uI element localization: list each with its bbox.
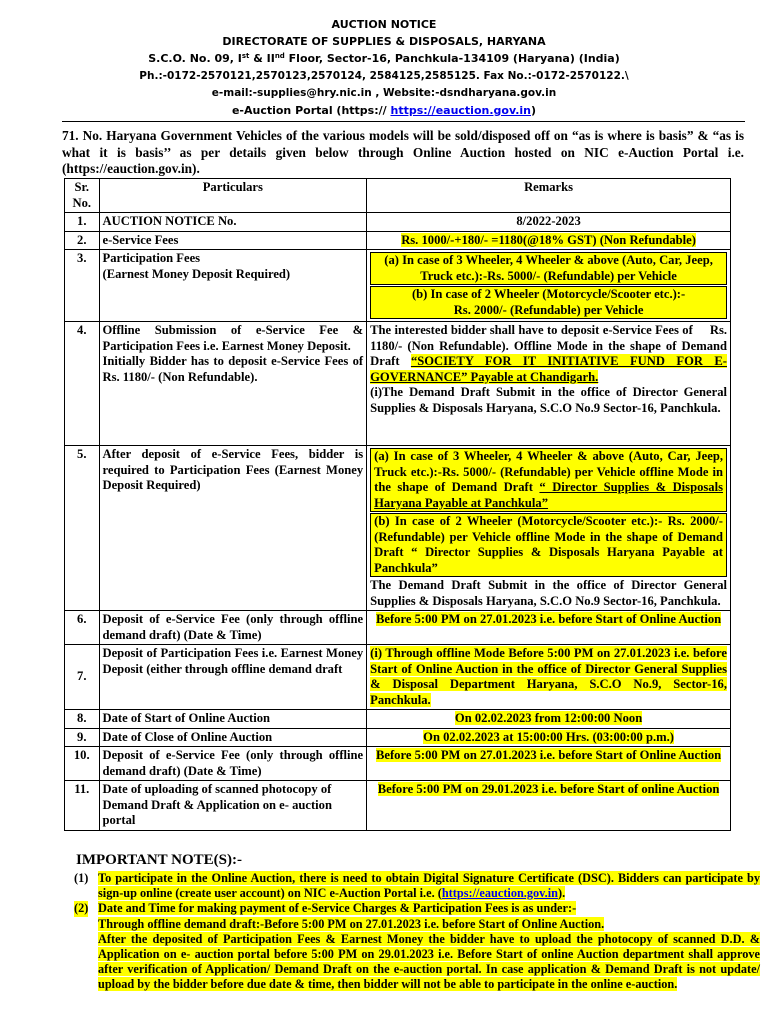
remarks-box-a: (a) In case of 3 Wheeler, 4 Wheeler & above (Auto, Car, Jeep, Truck etc.):-Rs. 5000/- (Refundable) per Vehicle <box>370 252 727 285</box>
row-remarks <box>367 250 731 322</box>
table-row <box>65 645 731 710</box>
important-notes <box>66 852 760 993</box>
remarks-box-a: (a) In case of 3 Wheeler, 4 Wheeler & above (Auto, Car, Jeep, Truck etc.):-Rs. 5000/- (Refundable) per Vehicle offline Mode in the shape of Demand Draft “ Director Supplies & Disposals Haryana Payable at Panchkula” <box>370 448 727 512</box>
email-website-line: e-mail:-supplies@hry.nic.in , Website:-dsndharyana.gov.in <box>211 86 557 99</box>
row-particulars <box>99 322 367 446</box>
row-remarks <box>367 322 731 446</box>
particulars-line: (Earnest Money Deposit Required) <box>102 266 291 281</box>
note-number: (2) <box>74 901 89 916</box>
header-sr-no: Sr. No. <box>65 179 100 213</box>
office-address: S.C.O. No. 09, Ist & IInd Floor, Sector-16, Panchkula-134109 (Haryana) (India) <box>148 52 620 66</box>
row-remarks: Before 5:00 PM on 29.01.2023 i.e. before Start of online Auction <box>367 781 731 831</box>
row-remarks <box>367 446 731 611</box>
row-sr: 3. <box>65 250 100 322</box>
directorate-name: DIRECTORATE OF SUPPLIES & DISPOSALS, HARYANA <box>222 35 546 49</box>
row-sr: 10. <box>65 747 100 781</box>
row-particulars: Date of uploading of scanned photocopy of Demand Draft & Application on e- auction portal <box>99 781 367 831</box>
row-particulars: Deposit of e-Service Fee (only through offline demand draft) (Date & Time) <box>99 611 367 645</box>
row-sr: 4. <box>65 322 100 446</box>
table-header-row <box>65 179 731 213</box>
auction-details-table <box>64 178 731 831</box>
note-number: (1) <box>74 871 89 885</box>
note-item <box>66 871 760 901</box>
header-divider <box>62 121 745 122</box>
portal-link[interactable]: https://eauction.gov.in <box>390 104 532 118</box>
row-particulars: e-Service Fees <box>99 231 367 250</box>
portal-line: e-Auction Portal (https:// https://eauction.gov.in) <box>231 104 537 118</box>
remarks-paragraph: (i)The Demand Draft Submit in the office of Director General Supplies & Disposals Haryana, S.C.O No.9 Sector-16, Panchkula. <box>370 385 727 415</box>
table-row <box>65 250 731 322</box>
note-text: To participate in the Online Auction, there is need to obtain Digital Signature Certificate (DSC). Bidders can participate by sign-up online (create user account) on NIC e-Auction Portal i.e. (https://eauction.gov.in). <box>98 871 760 901</box>
row-remarks: (i) Through offline Mode Before 5:00 PM on 27.01.2023 i.e. before Start of Online Auction in the office of Director General Supplies & Disposal Department Haryana, S.C.O No.9, Sector-16, Panchkula. <box>367 645 731 710</box>
notice-header <box>0 16 768 119</box>
row-particulars: AUCTION NOTICE No. <box>99 213 367 232</box>
row-sr: 7. <box>65 645 100 710</box>
notice-title: AUCTION NOTICE <box>331 18 437 31</box>
row-sr: 2. <box>65 231 100 250</box>
row-sr: 11. <box>65 781 100 831</box>
row-remarks: On 02.02.2023 at 15:00:00 Hrs. (03:00:00 p.m.) <box>367 728 731 747</box>
table-row <box>65 781 731 831</box>
remarks-box-b: (b) In case of 2 Wheeler (Motorcycle/Scooter etc.):- Rs. 2000/- (Refundable) per Vehicle offline Mode in the shape of Demand Draft “ Director Supplies & Disposals Haryana Payable at Panchkula” <box>370 513 727 577</box>
payee-highlight: “SOCIETY FOR IT INITIATIVE FUND FOR E-GOVERNANCE” Payable at Chandigarh. <box>370 354 727 384</box>
header-particulars: Particulars <box>99 179 367 213</box>
row-particulars: Deposit of Participation Fees i.e. Earnest Money Deposit (either through offline demand draft <box>99 645 367 710</box>
row-sr: 8. <box>65 710 100 729</box>
particulars-line: Participation Fees <box>102 251 201 265</box>
intro-paragraph: 71. No. Haryana Government Vehicles of the various models will be sold/disposed off on “as is where is basis” & “as is what it is basis’’ as per details given below through Online Auction hosted on NIC e-Auction Portal i.e. (https://eauction.gov.in). <box>62 128 744 177</box>
table-row <box>65 446 731 611</box>
row-particulars: Date of Start of Online Auction <box>99 710 367 729</box>
row-particulars: After deposit of e-Service Fees, bidder is required to Participation Fees (Earnest Money Deposit Required) <box>99 446 367 611</box>
particulars-line: Offline Submission of e-Service Fee & Participation Fees i.e. Earnest Money Deposit. <box>102 323 364 353</box>
table-row <box>65 322 731 446</box>
remarks-paragraph: The interested bidder shall have to deposit e-Service Fees of Rs. 1180/- (Non Refundable). Offline Mode in the shape of Demand Draft “SOCIETY FOR IT INITIATIVE FUND FOR E-GOVERNANCE” Payable at Chandigarh. <box>370 323 727 384</box>
row-sr: 5. <box>65 446 100 611</box>
row-remarks: Before 5:00 PM on 27.01.2023 i.e. before Start of Online Auction <box>367 611 731 645</box>
table-row <box>65 231 731 250</box>
note-item <box>66 901 760 992</box>
row-particulars: Date of Close of Online Auction <box>99 728 367 747</box>
table-row <box>65 747 731 781</box>
row-remarks <box>367 231 731 250</box>
eauction-link[interactable]: https://eauction.gov.in <box>441 886 558 901</box>
row-sr: 9. <box>65 728 100 747</box>
remarks-box-b: (b) In case of 2 Wheeler (Motorcycle/Scooter etc.):- Rs. 2000/- (Refundable) per Vehicle <box>370 286 727 319</box>
header-remarks: Remarks <box>367 179 731 213</box>
note-text: After the deposited of Participation Fees & Earnest Money the bidder have to upload the photocopy of scanned D.D. & Application on e- auction portal before 5:00 PM on 29.01.2023 i.e. Before Start of online Auction department shall approve after verification of Application/ Demand Draft on the e-auction portal. In case application & Demand Draft is not update/ upload by the bidder before due date & time, then bidder will not be able to participate in the online e-auction. <box>98 931 760 992</box>
phone-fax-line: Ph.:-0172-2570121,2570123,2570124, 2584125,2585125. Fax No.:-0172-2570122.\ <box>139 69 629 82</box>
row-sr: 6. <box>65 611 100 645</box>
particulars-line: Initially Bidder has to deposit e-Service Fees of Rs. 1180/- (Non Refundable). <box>102 354 364 384</box>
note-text: Through offline demand draft:-Before 5:00 PM on 27.01.2023 i.e. before Start of Online Auction. <box>98 916 605 931</box>
row-particulars <box>99 250 367 322</box>
table-row <box>65 710 731 729</box>
row-remarks: On 02.02.2023 from 12:00:00 Noon <box>367 710 731 729</box>
row-remarks: Before 5:00 PM on 27.01.2023 i.e. before Start of Online Auction <box>367 747 731 781</box>
row-sr: 1. <box>65 213 100 232</box>
table-row <box>65 728 731 747</box>
row-particulars: Deposit of e-Service Fee (only through offline demand draft) (Date & Time) <box>99 747 367 781</box>
row-remarks: 8/2022-2023 <box>367 213 731 232</box>
notes-heading: IMPORTANT NOTE(S):- <box>76 852 243 868</box>
highlighted-fee: Rs. 1000/-+180/- =1180(@18% GST) (Non Refundable) <box>401 232 696 247</box>
table-row <box>65 611 731 645</box>
remarks-paragraph: The Demand Draft Submit in the office of Director General Supplies & Disposals Haryana, S.C.O No.9 Sector-16, Panchkula. <box>370 578 727 608</box>
note-text: Date and Time for making payment of e-Service Charges & Participation Fees is as under:- <box>98 901 577 916</box>
table-row <box>65 213 731 232</box>
